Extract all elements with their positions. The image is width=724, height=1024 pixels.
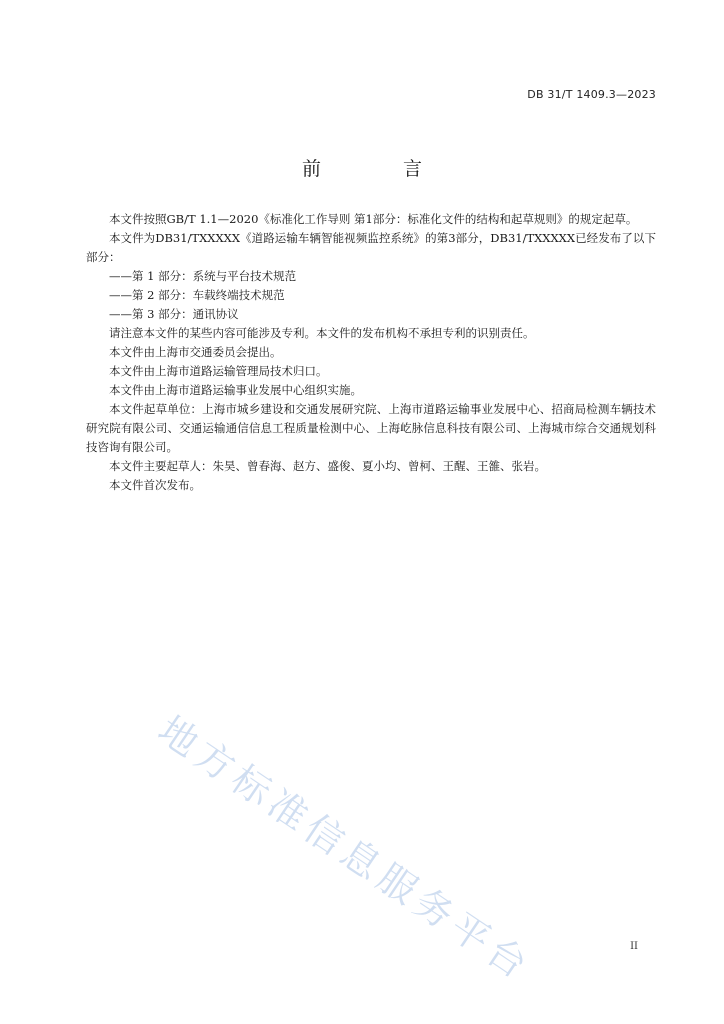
foreword-body xyxy=(86,210,656,495)
watermark: 地方标准信息服务平台 xyxy=(150,707,540,990)
document-code: DB 31/T 1409.3—2023 xyxy=(527,88,656,101)
paragraph-proposed-by: 本文件由上海市交通委员会提出。 xyxy=(109,345,282,359)
page-title: 前 言 xyxy=(301,158,461,180)
page-number: II xyxy=(630,941,638,952)
list-item: ——第 1 部分：系统与平台技术规范 xyxy=(109,269,297,283)
paragraph-implemented-by: 本文件由上海市道路运输事业发展中心组织实施。 xyxy=(109,383,362,397)
paragraph-centralized-by: 本文件由上海市道路运输管理局技术归口。 xyxy=(109,364,328,378)
list-item: ——第 2 部分：车载终端技术规范 xyxy=(109,288,285,302)
list-item: ——第 3 部分：通讯协议 xyxy=(109,307,239,321)
paragraph-first-release: 本文件首次发布。 xyxy=(109,478,201,492)
paragraph-patent-notice: 请注意本文件的某些内容可能涉及专利。本文件的发布机构不承担专利的识别责任。 xyxy=(109,326,535,340)
paragraph-drafting-rules: 本文件按照GB/T 1.1—2020《标准化工作导则 第1部分：标准化文件的结构和起草规则》的规定起草。 xyxy=(109,212,638,226)
paragraph-drafters: 本文件主要起草人：朱昊、曾春海、赵方、盛俊、夏小均、曾柯、王醒、王雒、张岩。 xyxy=(109,459,546,473)
paragraph-series-intro: 本文件为DB31/TXXXXX《道路运输车辆智能视频监控系统》的第3部分，DB31/TXXXXX已经发布了以下部分： xyxy=(86,231,656,264)
paragraph-drafting-units: 本文件起草单位：上海市城乡建设和交通发展研究院、上海市道路运输事业发展中心、招商局检测车辆技术研究院有限公司、交通运输通信信息工程质量检测中心、上海屹脉信息科技有限公司、上海城市综合交通规划科技咨询有限公司。 xyxy=(86,402,656,454)
